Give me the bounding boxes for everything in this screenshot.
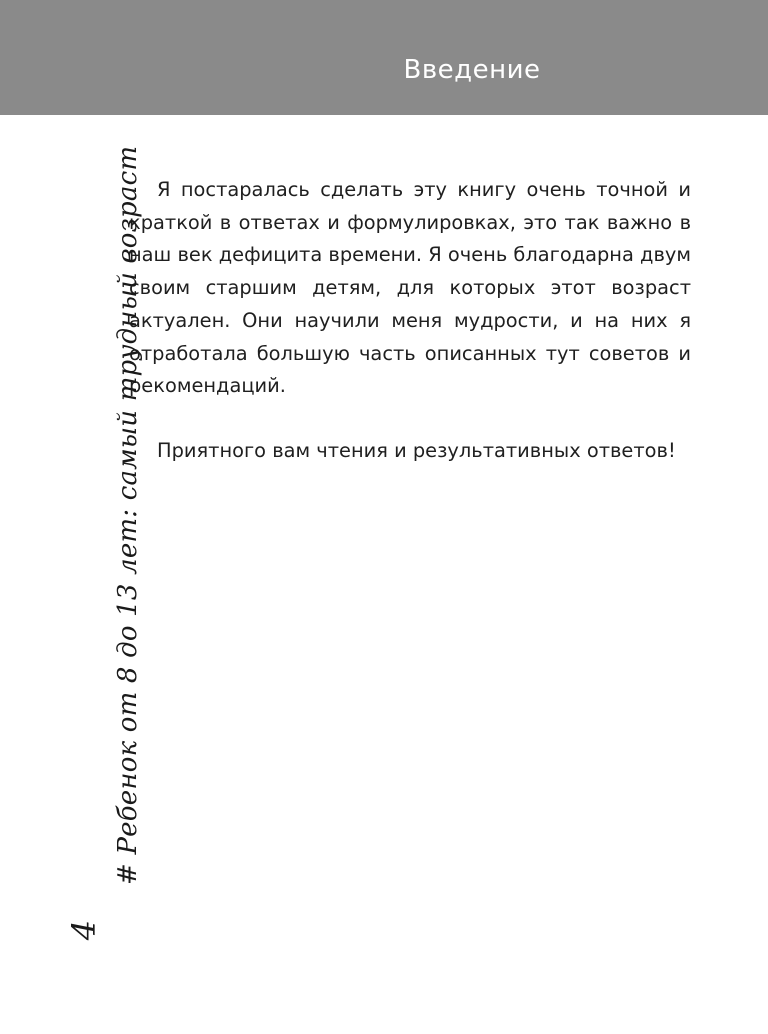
chapter-header-band [0, 0, 768, 115]
paragraph: Приятного вам чтения и результативных ответов! [157, 438, 676, 462]
page-number: 4 [65, 919, 103, 941]
body-text [129, 174, 691, 468]
running-head: # Ребенок от 8 до 13 лет: самый трудный возраст [113, 145, 143, 885]
paragraph: Я постаралась сделать эту книгу очень точной и краткой в ответах и формулировках, это так важно в наш век дефицита времени. Я очень благодарна двум своим старшим детям, для которых этот возраст актуален. Они научили меня мудрости, и на них я отработала большую часть описанных тут советов и рекомендаций. [129, 178, 691, 398]
section-title: Введение [403, 55, 541, 85]
